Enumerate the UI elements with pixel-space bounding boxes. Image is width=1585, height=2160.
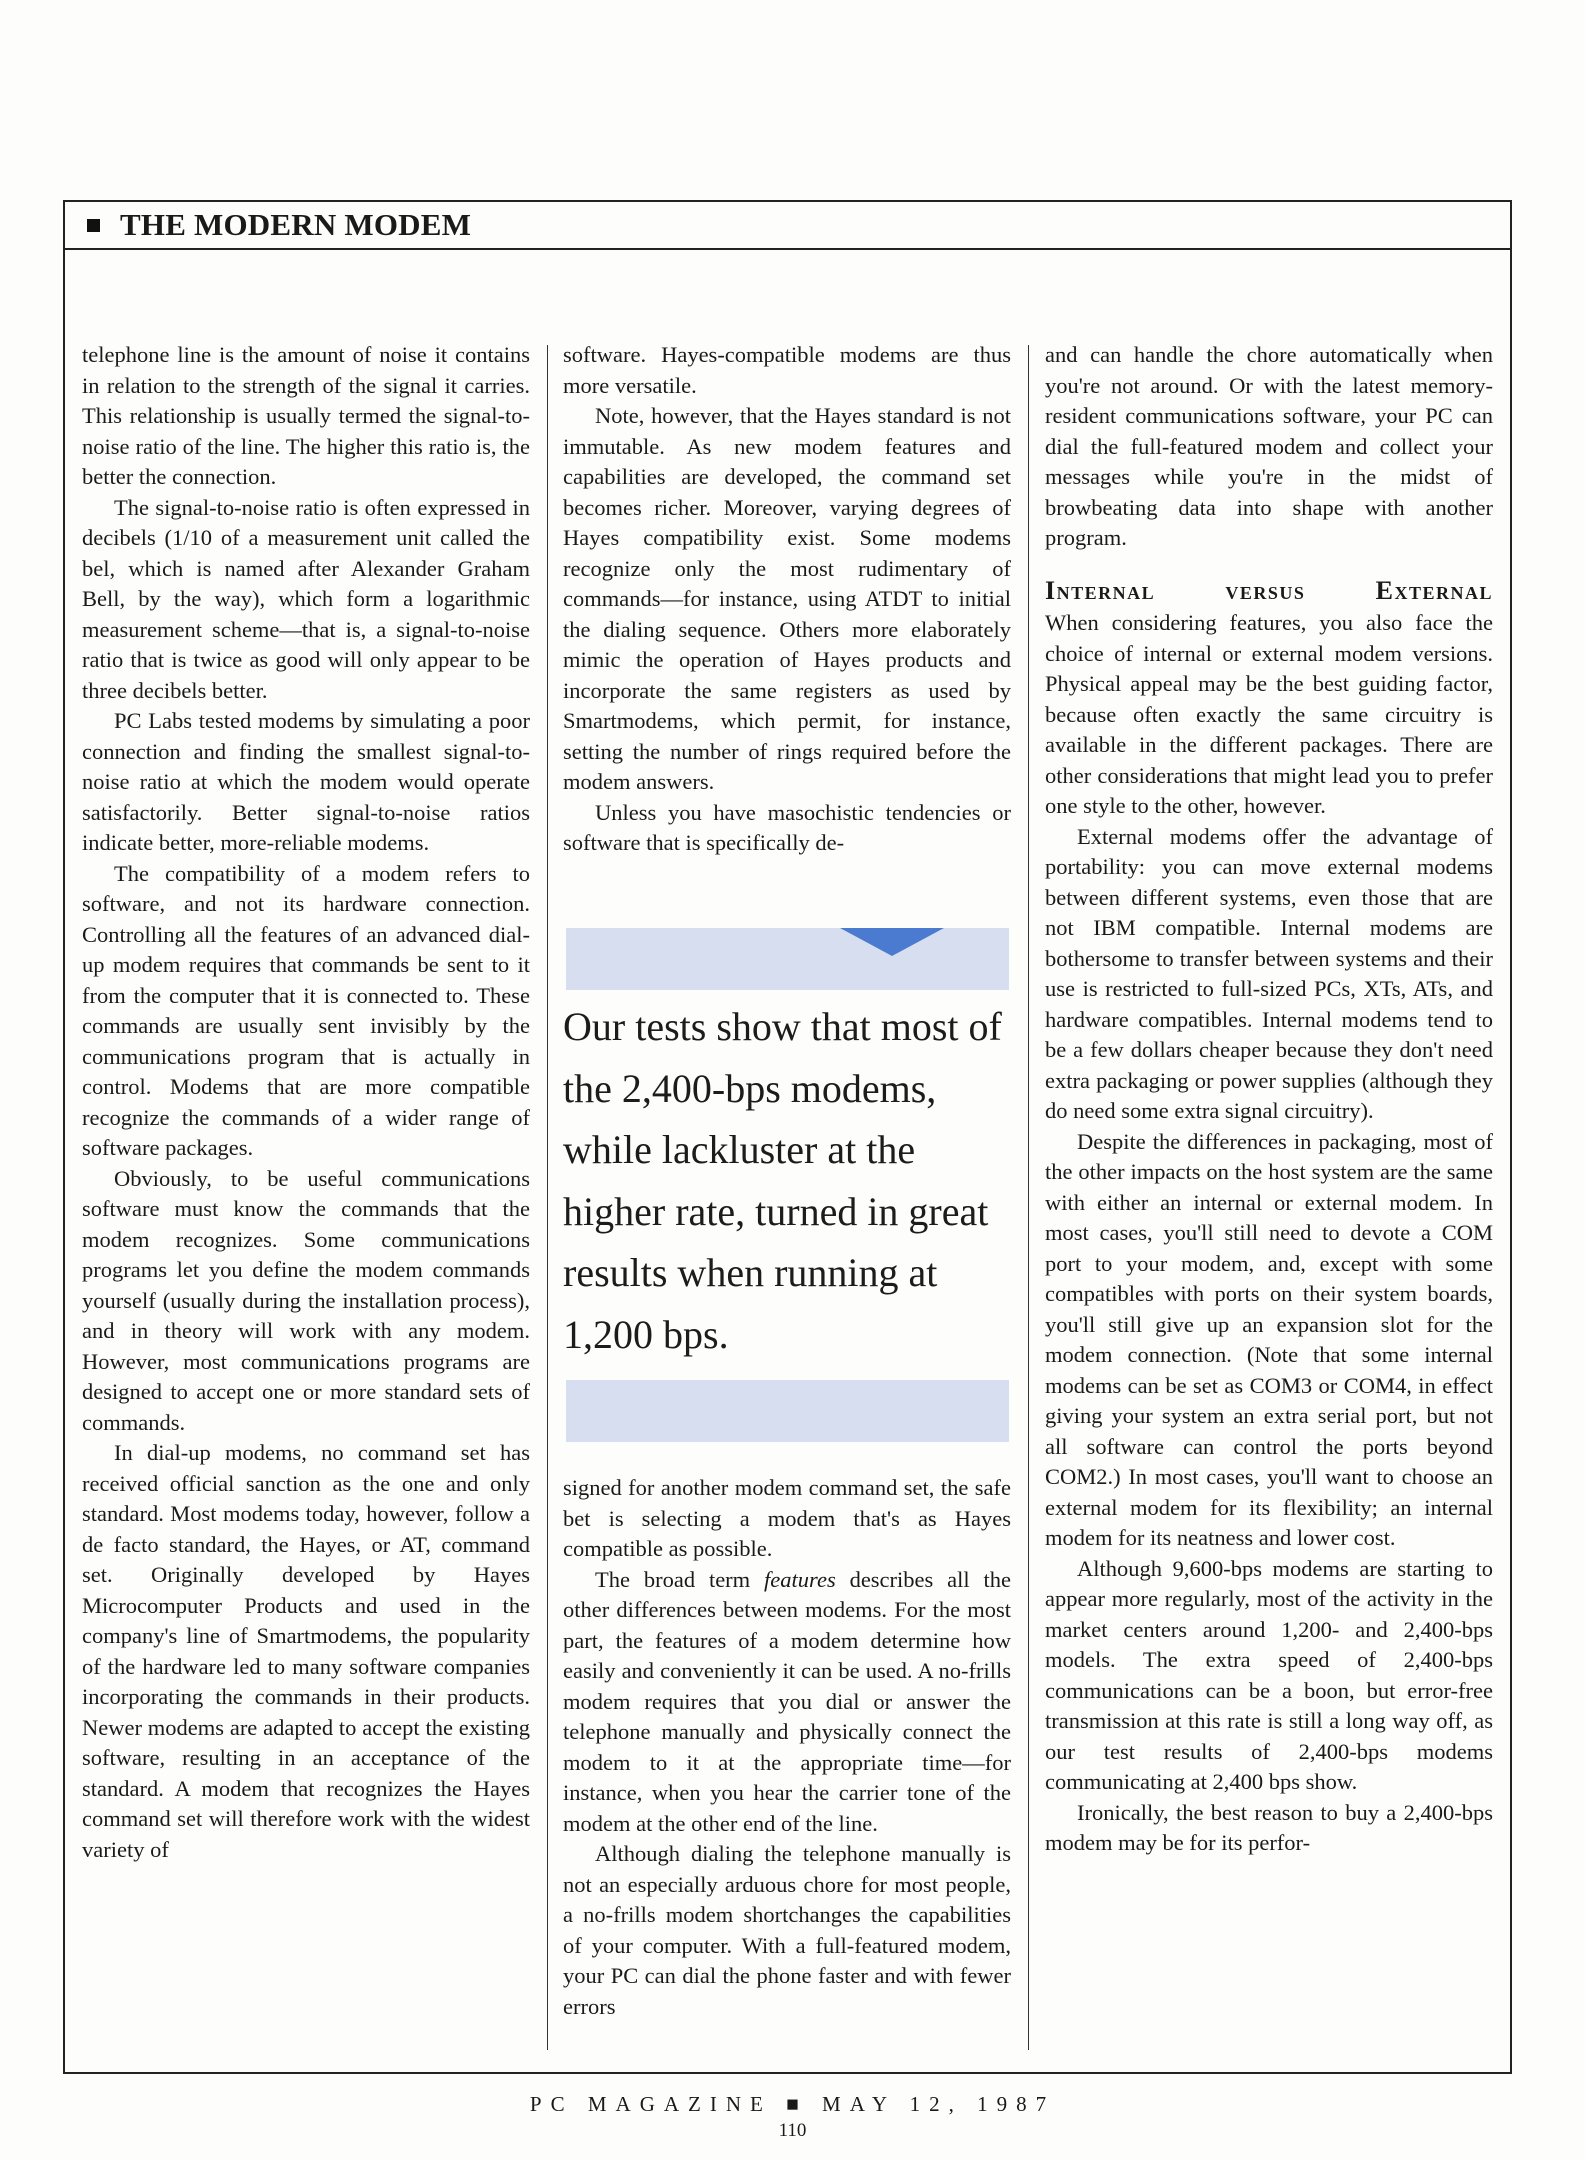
italic-term: features: [764, 1566, 836, 1592]
column-2-continued: [563, 1473, 1011, 2022]
paragraph: Although 9,600-bps modems are starting to appear more regularly, most of the activity in the market centers around 1,200- and 2,400-bps models. The extra speed of 2,400-bps communications can be a boon, but error-free transmission at this rate is still a long way off, as our test results of 2,400-bps modems communicating at 2,400 bps show.: [1045, 1555, 1493, 1794]
pull-quote-arrow-icon: [840, 928, 944, 956]
paragraph: The compatibility of a modem refers to software, and not its hardware connection. Controlling all the features of an advanced dial-up modem requires that commands be sent to it from the computer that it is connected to. These commands are usually sent invisibly by the communications program that is actually in control. Modems that are more compatible recognize the commands of a wider range of software packages.: [82, 860, 530, 1160]
paragraph: signed for another modem command set, the safe bet is selecting a modem that's as Hayes compatible as possible.: [563, 1475, 1011, 1561]
paragraph: Ironically, the best reason to buy a 2,400-bps modem may be for its perfor-: [1045, 1799, 1493, 1855]
paragraph: Note, however, that the Hayes standard is not immutable. As new modem features and capabilities are developed, the command set becomes richer. Moreover, varying degrees of Hayes compatibility exist. Some modems recognize only the most rudimentary of commands—for instance, using ATDT to initial the dialing sequence. Others more elaborately mimic the operation of Hayes products and incorporate the same registers as used by Smartmodems, which permit, for instance, setting the number of rings required before the modem answers.: [563, 403, 1011, 794]
text-run: describes all the other differences between modems. For the most part, the features of a modem determine how easily and conveniently it can be used. A no-frills modem requires that you dial or answer the telephone manually and physically connect the modem to it at the appropriate time—for instance, when you hear the carrier tone of the modem at the other end of the line.: [563, 1566, 1011, 1836]
column-3: [1045, 340, 1493, 1859]
section-title: THE MODERN MODEM: [120, 207, 472, 242]
paragraph: Unless you have masochistic tendencies or software that is specifically de-: [563, 799, 1011, 855]
pull-quote: Our tests show that most of the 2,400-bps modems, while lackluster at the higher rate, turned in great results when running at 1,200 bps.: [563, 1004, 1002, 1357]
paragraph: Obviously, to be useful communications software must know the commands that the modem recognizes. Some communications programs let you define the modem commands yourself (usually during the installation process), and in theory will work with any modem. However, most communications programs are designed to accept one or more standard sets of commands.: [82, 1165, 530, 1435]
paragraph: software. Hayes-compatible modems are thus more versatile.: [563, 342, 1011, 398]
column-rule-1: [547, 345, 548, 2050]
paragraph: and can handle the chore automatically when you're not around. Or with the latest memory-resident communications software, your PC can dial the full-featured modem and collect your messages while you're in the midst of browbeating data into shape with another program.: [1045, 342, 1493, 550]
section-header: [65, 202, 1510, 250]
paragraph: telephone line is the amount of noise it contains in relation to the strength of the signal it carries. This relationship is usually termed the signal-to-noise ratio of the line. The higher this ratio is, the better the connection.: [82, 342, 530, 489]
subheading: Internal versus External: [1045, 575, 1493, 605]
paragraph: [563, 1565, 1011, 1840]
paragraph: PC Labs tested modems by simulating a poor connection and finding the smallest signal-to-noise ratio at which the modem would operate satisfactorily. Better signal-to-noise ratios indicate better, more-reliable modems.: [82, 708, 530, 855]
column-2: [563, 340, 1011, 859]
column-rule-2: [1028, 345, 1029, 2050]
text-run: The broad term: [595, 1566, 765, 1592]
paragraph: In dial-up modems, no command set has received official sanction as the one and only standard. Most modems today, however, follow a de facto standard, the Hayes, or AT, command set. Originally developed by Hayes Microcomputer Products and used in the company's line of Smartmodems, the popularity of the hardware led to many software companies incorporating the commands in their products. Newer modems are adapted to accept the existing software, resulting in an acceptance of the standard. A modem that recognizes the Hayes command set will therefore work with the widest variety of: [82, 1440, 530, 1862]
paragraph: When considering features, you also face the choice of internal or external modem versions. Physical appeal may be the best guiding factor, because often exactly the same circuitry is available in the different packages. There are other considerations that might lead you to prefer one style to the other, however.: [1045, 610, 1493, 818]
page-number: 110: [778, 2120, 807, 2141]
paragraph: External modems offer the advantage of portability: you can move external modems between different systems, even those that are not IBM compatible. Internal modems are bothersome to transfer between systems and their use is restricted to full-sized PCs, XTs, ATs, and hardware compatibles. Internal modems tend to be a few dollars cheaper because they don't need extra packaging or power supplies (although they do need some extra signal circuitry).: [1045, 823, 1493, 1123]
paragraph: Despite the differences in packaging, most of the other impacts on the host system are the same with either an internal or external modem. In most cases, you'll still need to devote a COM port to your modem, and, except with some compatibles with ports on their system boards, you'll still give up an expansion slot for the modem connection. (Note that some internal modems can be set as COM3 or COM4, in effect giving your system an extra serial port, but not all software can control the ports beyond COM2.) In most cases, you'll want to choose an external modem for its flexibility; an internal modem for its neatness and lower cost.: [1045, 1128, 1493, 1550]
paragraph: Although dialing the telephone manually is not an especially arduous chore for most people, a no-frills modem shortchanges the capabilities of your computer. With a full-featured modem, your PC can dial the phone faster and with fewer errors: [563, 1841, 1011, 2019]
paragraph: The signal-to-noise ratio is often expressed in decibels (1/10 of a measurement unit called the bel, which is named after Alexander Graham Bell, by the way), which form a logarithmic measurement scheme—that is, a signal-to-noise ratio that is twice as good will only appear to be three decibels better.: [82, 494, 530, 703]
footer-folio: PC MAGAZINE ■ MAY 12, 1987: [529, 2092, 1056, 2116]
pull-quote-bottom-bar: [566, 1380, 1009, 1442]
bullet-square-icon: [87, 219, 100, 232]
column-1: [82, 340, 530, 1865]
